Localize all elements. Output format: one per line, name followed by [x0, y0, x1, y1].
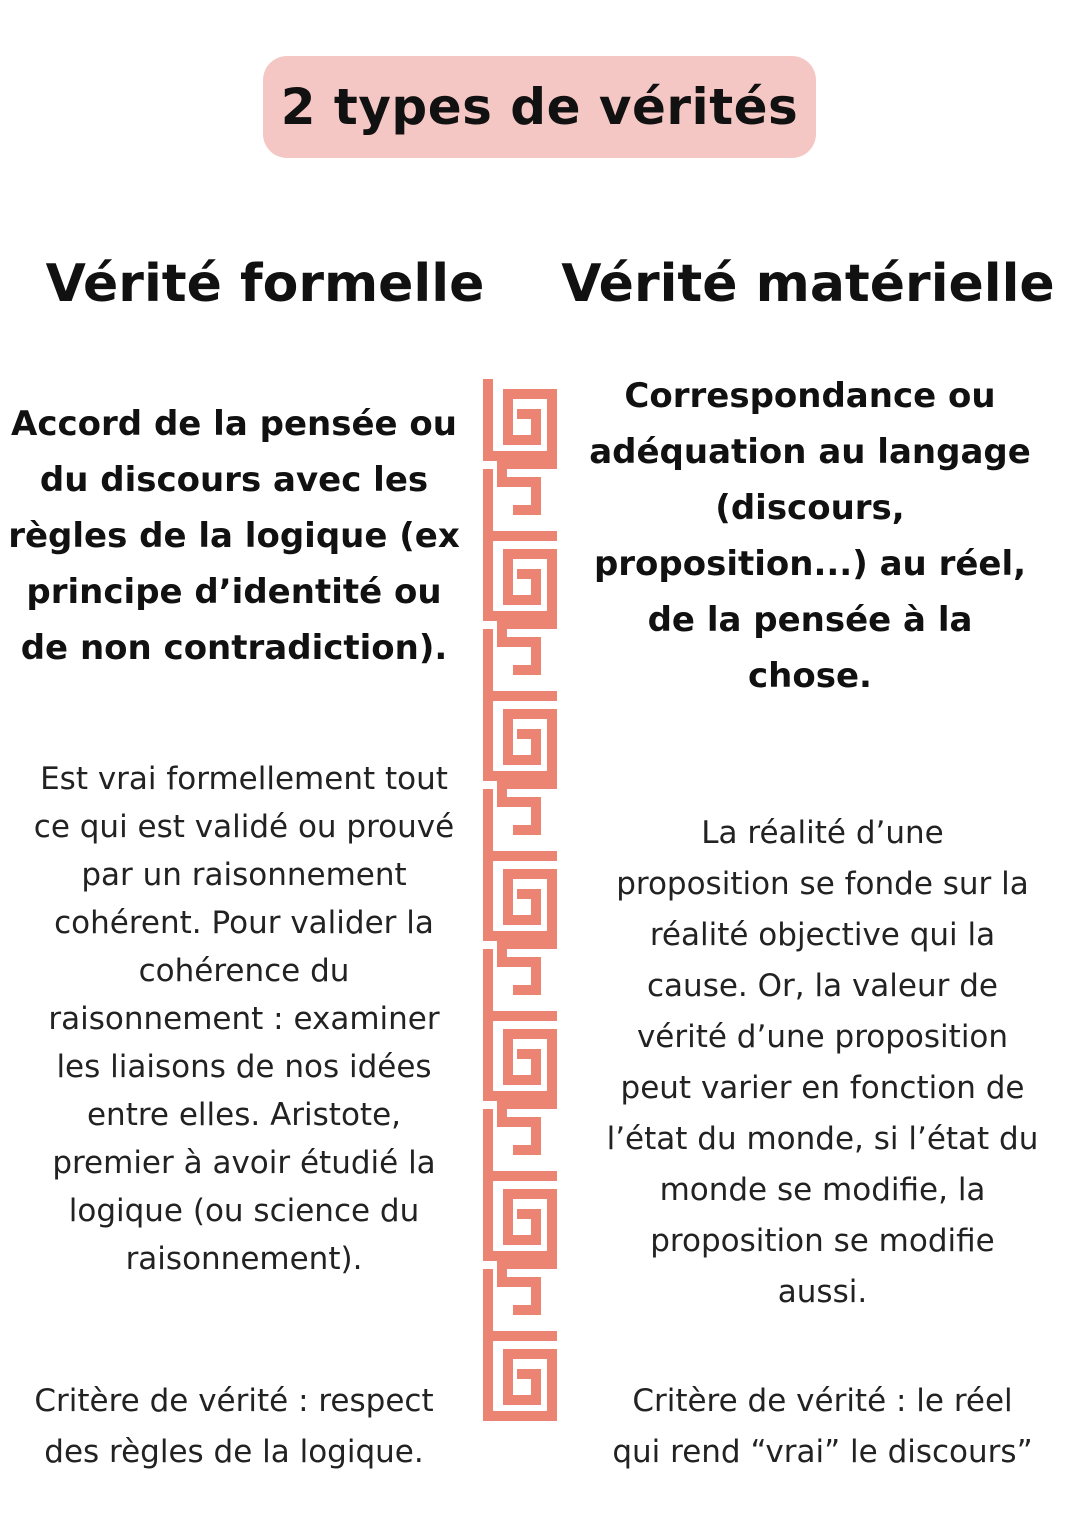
meander-segment [488, 1264, 552, 1336]
text-line: Accord de la pensée ou [11, 404, 457, 444]
page-title: 2 types de vérités [280, 78, 799, 136]
text-line: qui rend “vrai” le discours” [612, 1434, 1033, 1470]
text-line: aussi. [777, 1274, 868, 1310]
meander-segment [488, 1184, 552, 1256]
formal-truth-description [20, 755, 468, 1283]
material-truth-criterion [585, 1376, 1060, 1478]
text-line: cohérence du [138, 953, 350, 989]
text-line: principe d’identité ou [26, 572, 442, 612]
text-line: raisonnement). [125, 1241, 363, 1277]
text-line: raisonnement : examiner [48, 1001, 440, 1037]
meander-segment [488, 784, 552, 856]
text-line: proposition se fonde sur la [616, 866, 1029, 902]
text-line: chose. [748, 656, 872, 696]
text-line: Critère de vérité : respect [34, 1383, 434, 1419]
meander-segment [488, 944, 552, 1016]
heading-formal-truth: Vérité formelle [45, 254, 485, 314]
material-truth-definition [570, 368, 1050, 704]
meander-segment [488, 384, 552, 456]
text-line: du discours avec les [39, 460, 429, 500]
text-line: Critère de vérité : le réel [632, 1383, 1013, 1419]
text-line: premier à avoir étudié la [52, 1145, 436, 1181]
text-line: l’état du monde, si l’état du [606, 1121, 1039, 1157]
text-line: cause. Or, la valeur de [647, 968, 998, 1004]
text-line: Correspondance ou [624, 376, 996, 416]
text-line: peut varier en fonction de [620, 1070, 1025, 1106]
text-line: règles de la logique (ex [8, 516, 460, 556]
text-line: monde se modifie, la [659, 1172, 986, 1208]
text-line: logique (ou science du [68, 1193, 420, 1229]
meander-segment [488, 544, 552, 616]
meander-segment [488, 464, 552, 536]
text-line: vérité d’une proposition [636, 1019, 1009, 1055]
text-line: Est vrai formellement tout [40, 761, 448, 797]
text-line: proposition...) au réel, [593, 544, 1027, 584]
meander-segment [488, 1344, 552, 1416]
text-line: La réalité d’une [701, 815, 944, 851]
text-line: (discours, [715, 488, 905, 528]
text-line: de la pensée à la [647, 600, 973, 640]
meander-segment [488, 624, 552, 696]
text-line: proposition se modifie [650, 1223, 995, 1259]
formal-truth-criterion [0, 1376, 468, 1478]
meander-segment [488, 1024, 552, 1096]
text-line: cohérent. Pour valider la [54, 905, 434, 941]
text-line: adéquation au langage [589, 432, 1031, 472]
title-banner [263, 56, 816, 158]
formal-truth-definition [0, 396, 468, 676]
material-truth-description [585, 808, 1060, 1318]
meander-segment [488, 704, 552, 776]
heading-material-truth: Vérité matérielle [561, 254, 1055, 314]
text-line: les liaisons de nos idées [56, 1049, 432, 1085]
text-line: entre elles. Aristote, [86, 1097, 401, 1133]
meander-segment [488, 1104, 552, 1176]
text-line: réalité objective qui la [649, 917, 996, 953]
greek-key-meander-icon [482, 376, 558, 1460]
text-line: des règles de la logique. [44, 1434, 424, 1470]
text-line: ce qui est validé ou prouvé [33, 809, 455, 845]
text-line: par un raisonnement [81, 857, 407, 893]
meander-segment [488, 864, 552, 936]
text-line: de non contradiction). [20, 628, 448, 668]
